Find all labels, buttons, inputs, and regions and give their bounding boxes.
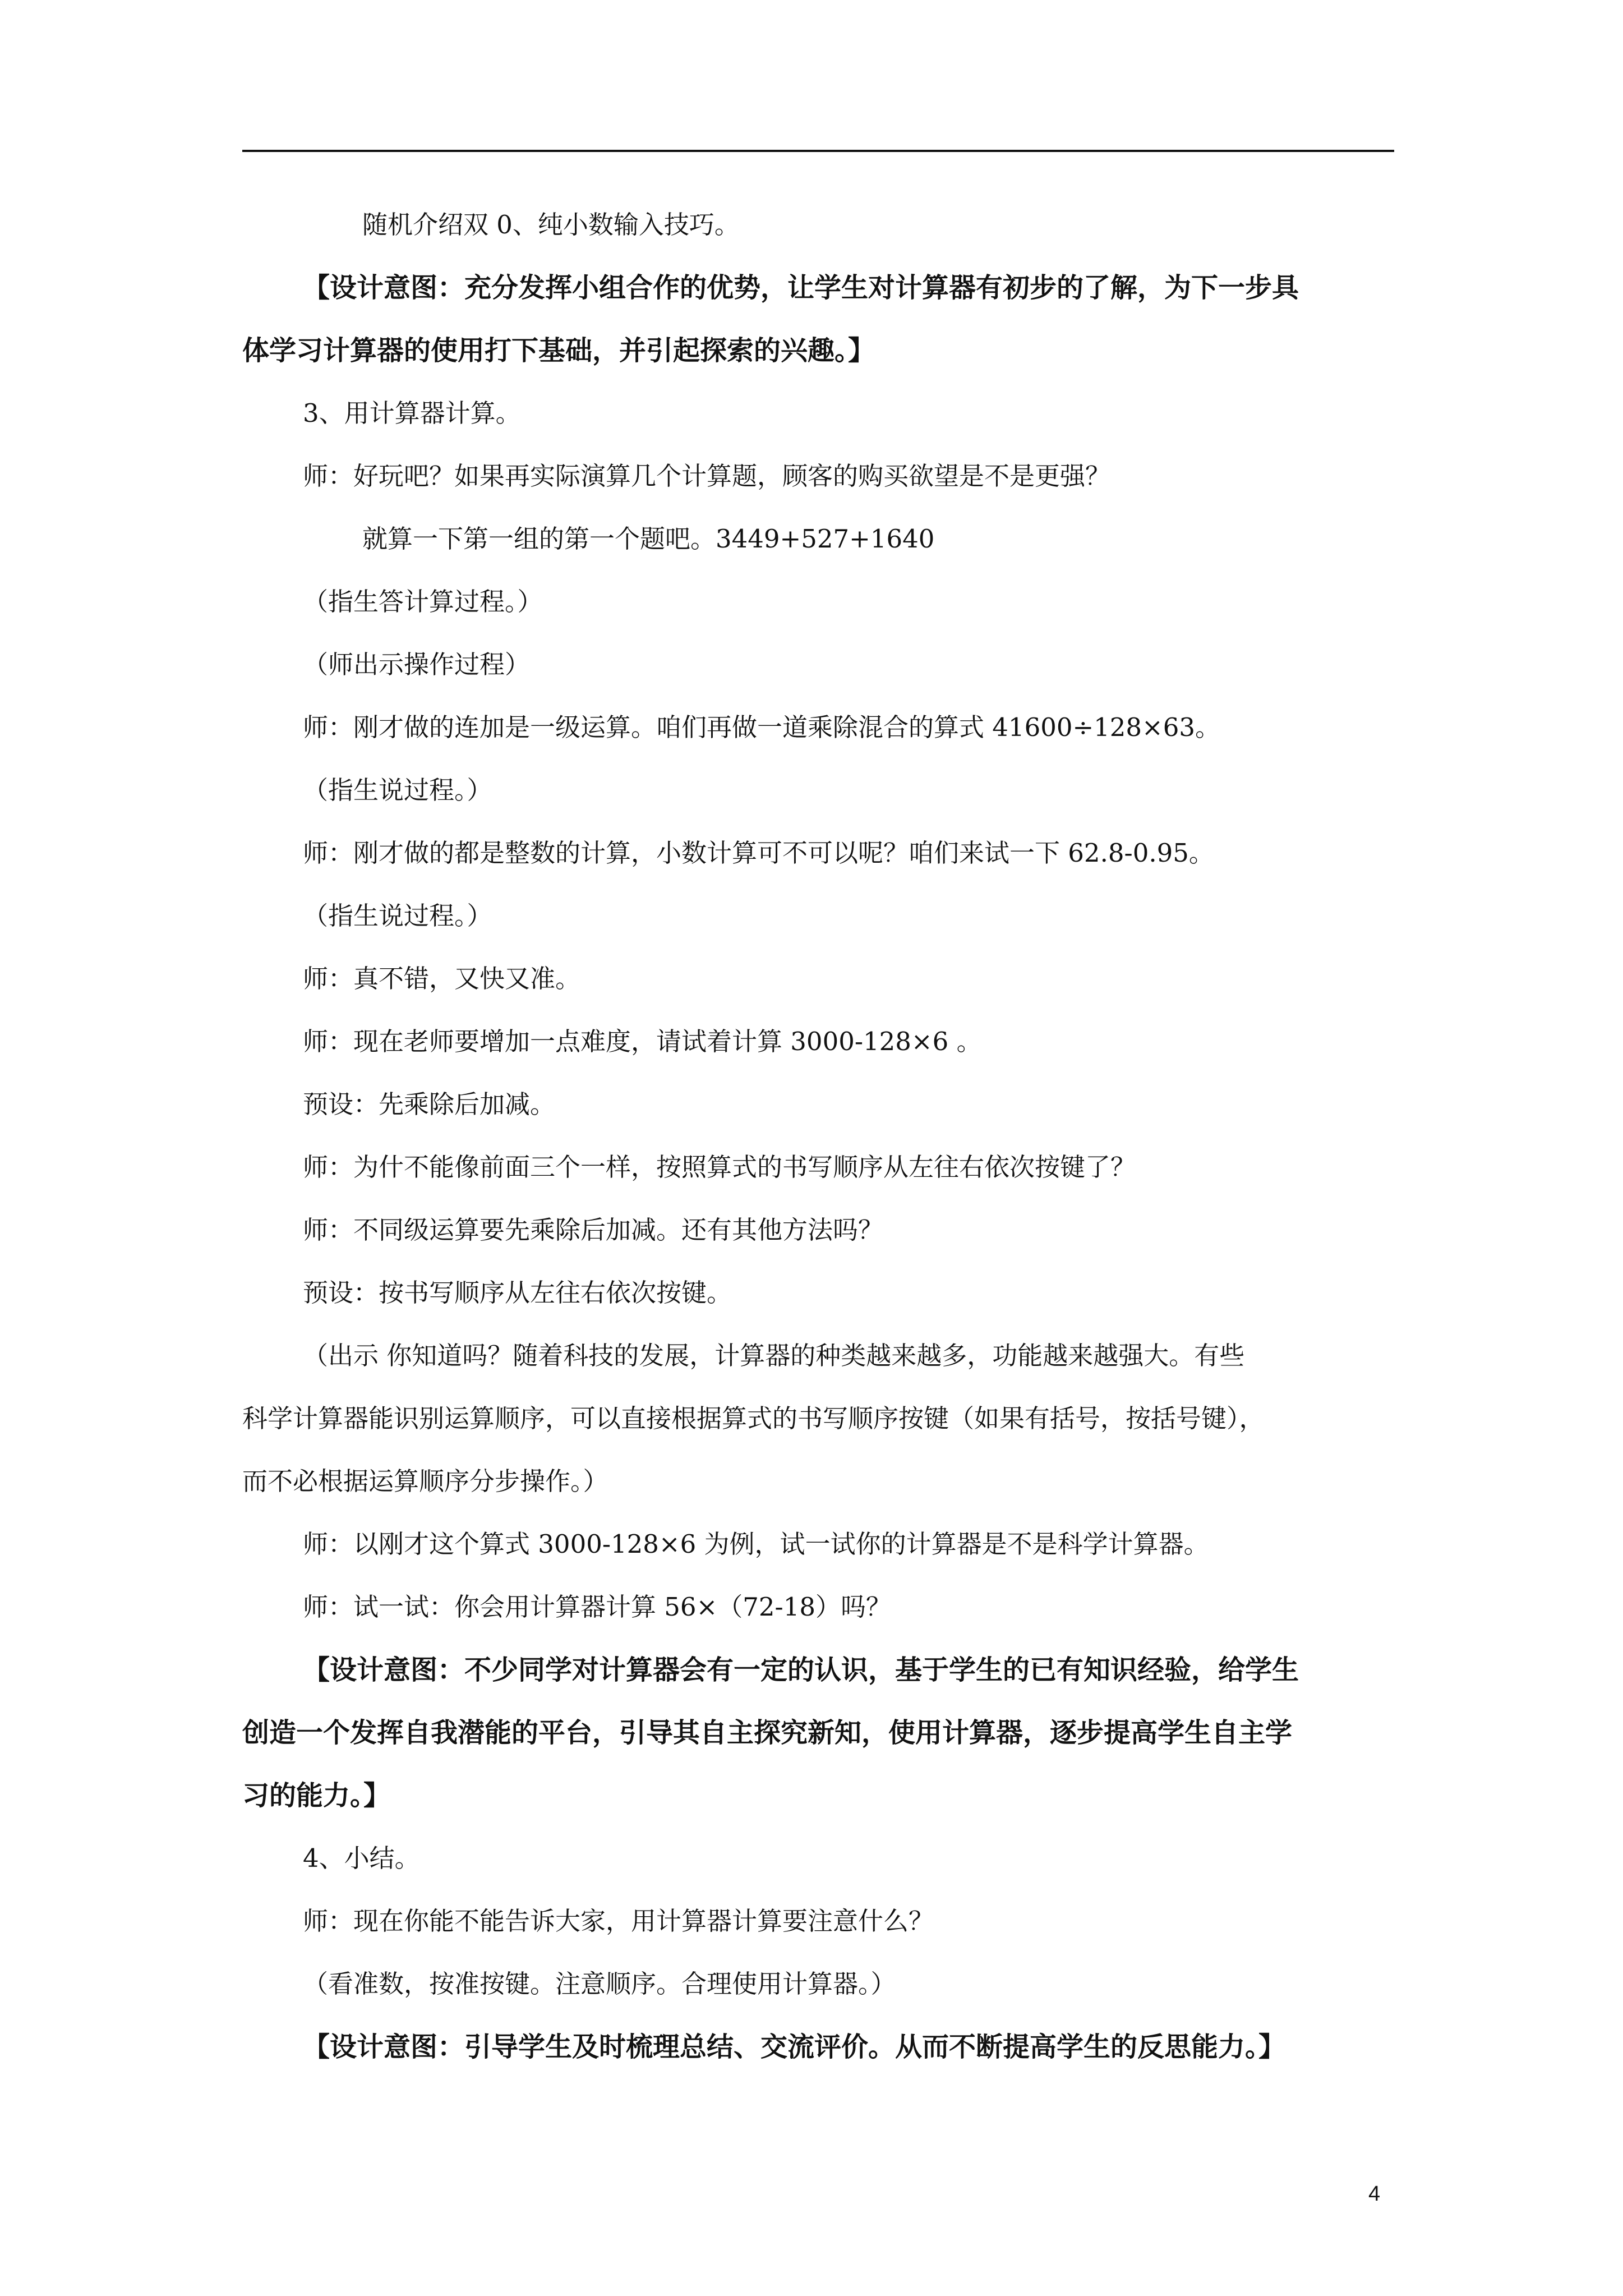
paragraph-line: 随机介绍双 0、纯小数输入技巧。 (362, 210, 740, 240)
document-body (242, 194, 1394, 2078)
paragraph-line: （指生说过程。） (303, 775, 492, 805)
paragraph-line: 师：刚才做的连加是一级运算。咱们再做一道乘除混合的算式 41600÷128×63。 (303, 712, 1221, 742)
design-intent-line: 【设计意图：引导学生及时梳理总结、交流评价。从而不断提高学生的反思能力。】 (303, 2031, 1286, 2063)
design-intent-line: 【设计意图：充分发挥小组合作的优势，让学生对计算器有初步的了解，为下一步具 (303, 272, 1299, 303)
paragraph-line: 师：为什不能像前面三个一样，按照算式的书写顺序从左往右依次按键了？ (303, 1152, 1136, 1182)
paragraph-line: （指生说过程。） (303, 901, 492, 931)
paragraph-line: 预设：按书写顺序从左往右依次按键。 (303, 1278, 732, 1308)
design-intent-line: 创造一个发挥自我潜能的平台，引导其自主探究新知，使用计算器，逐步提高学生自主学 (242, 1717, 1293, 1749)
section-heading: 4、小结。 (303, 1843, 420, 1873)
paragraph-line: 师：不同级运算要先乘除后加减。还有其他方法吗？ (303, 1215, 884, 1245)
paragraph-line: 师：以刚才这个算式 3000-128×6 为例，试一试你的计算器是不是科学计算器。 (303, 1529, 1209, 1559)
paragraph-line: 师：真不错，又快又准。 (303, 964, 581, 993)
design-intent-line: 体学习计算器的使用打下基础，并引起探索的兴趣。】 (242, 335, 875, 366)
paragraph-line: 师：现在你能不能告诉大家，用计算器计算要注意什么？ (303, 1906, 934, 1936)
paragraph-line: 就算一下第一组的第一个题吧。3449+527+1640 (362, 524, 935, 554)
design-intent-line: 习的能力。】 (242, 1780, 391, 1811)
paragraph-line: （出示 你知道吗？随着科技的发展，计算器的种类越来越多，功能越来越强大。有些 (303, 1341, 1245, 1370)
paragraph-line: 而不必根据运算顺序分步操作。） (242, 1466, 608, 1496)
page-number: 4 (1368, 2182, 1381, 2206)
paragraph-line: 师：好玩吧？如果再实际演算几个计算题，顾客的购买欲望是不是更强？ (303, 461, 1111, 491)
paragraph-line: （看准数，按准按键。注意顺序。合理使用计算器。） (303, 1969, 896, 1999)
paragraph-line: 师：刚才做的都是整数的计算，小数计算可不可以呢？咱们来试一下 62.8-0.95。 (303, 838, 1214, 868)
paragraph-line: 师：现在老师要增加一点难度，请试着计算 3000-128×6 。 (303, 1027, 982, 1056)
paragraph-line: 师：试一试：你会用计算器计算 56×（72-18）吗？ (303, 1592, 891, 1622)
header-rule (242, 150, 1394, 152)
paragraph-line: （指生答计算过程。） (303, 587, 543, 616)
paragraph-line: （师出示操作过程） (303, 650, 531, 679)
section-heading: 3、用计算器计算。 (303, 398, 521, 428)
paragraph-line: 预设：先乘除后加减。 (303, 1089, 556, 1119)
design-intent-line: 【设计意图：不少同学对计算器会有一定的认识，基于学生的已有知识经验，给学生 (303, 1654, 1299, 1686)
paragraph-line: 科学计算器能识别运算顺序，可以直接根据算式的书写顺序按键（如果有括号，按括号键）， (242, 1404, 1265, 1433)
